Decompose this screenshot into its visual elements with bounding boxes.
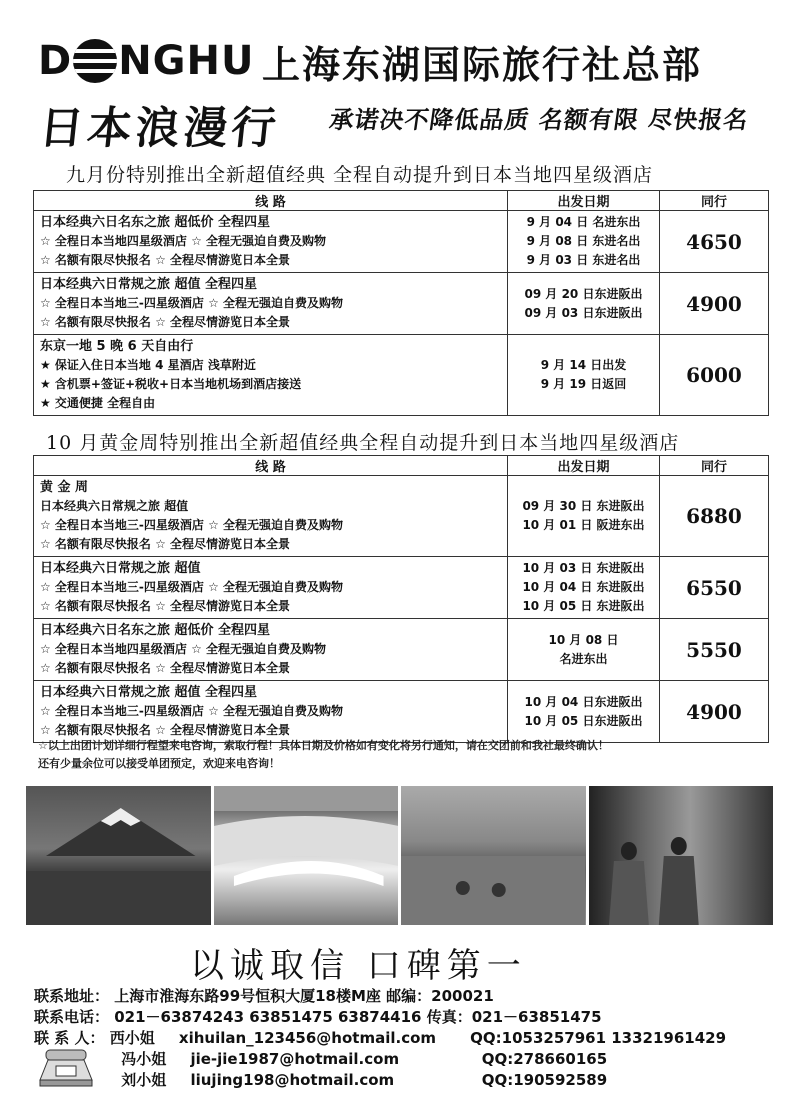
phone-label: 联系电话： — [34, 1008, 110, 1026]
person-qq: QQ:190592589 — [481, 1071, 608, 1089]
price-cell: 6550 — [660, 557, 769, 619]
logo-letters: NGHU — [118, 38, 255, 84]
contact-person — [34, 1069, 607, 1090]
mount-fuji-photo — [26, 786, 211, 925]
date-cell — [508, 557, 660, 619]
date-cell — [508, 476, 660, 557]
contact-person — [34, 1027, 726, 1048]
price-cell: 6880 — [660, 476, 769, 557]
route-feature: ☆ 名额有限尽快报名 ☆ 全程尽情游览日本全景 — [40, 537, 291, 551]
price-cell: 5550 — [660, 619, 769, 681]
kimono-women-photo — [589, 786, 774, 925]
departure-date: 9 月 14 日出发 — [540, 358, 627, 372]
departure-date: 10 月 01 日 阪进东出 — [522, 518, 645, 532]
route-title: 日本经典六日名东之旅 超低价 全程四星 — [40, 215, 271, 230]
person-name: 西小姐 — [109, 1029, 155, 1047]
contact-phone — [34, 1006, 602, 1027]
col-price: 同行 — [660, 456, 769, 476]
table-row — [34, 476, 769, 557]
col-price: 同行 — [660, 191, 769, 211]
photo-strip — [26, 786, 773, 925]
route-cell — [34, 273, 508, 335]
price-cell: 6000 — [660, 335, 769, 416]
address-value: 上海市淮海东路99号恒积大厦18楼M座 邮编：200021 — [114, 987, 494, 1005]
person-qq: QQ:1053257961 13321961429 — [470, 1029, 727, 1047]
contact-address — [34, 985, 494, 1006]
person-email[interactable]: xihuilan_123456@hotmail.com — [178, 1029, 437, 1047]
logo-letter-d: D — [38, 38, 73, 84]
departure-date: 09 月 20 日东进阪出 — [524, 286, 643, 301]
route-cell — [34, 335, 508, 416]
departure-date: 9 月 03 日 东进名出 — [526, 253, 641, 267]
globe-icon — [73, 39, 117, 83]
flower-field-photo — [214, 786, 399, 925]
table-row — [34, 211, 769, 273]
section2-heading: 10 月黄金周特别推出全新超值经典全程自动提升到日本当地四星级酒店 — [46, 432, 680, 454]
route-feature: ☆ 全程日本当地三-四星级酒店 ☆ 全程无强迫自费及购物 — [40, 296, 344, 310]
col-route: 线 路 — [34, 456, 508, 476]
table-row — [34, 619, 769, 681]
phone-value: 021－63874243 63851475 63874416 传真：021－63851475 — [114, 1008, 602, 1026]
footnote — [38, 737, 609, 773]
col-date: 出发日期 — [508, 456, 660, 476]
route-feature: 日本经典六日常规之旅 超值 — [40, 499, 189, 513]
route-title: 黄 金 周 — [40, 480, 89, 495]
col-date: 出发日期 — [508, 191, 660, 211]
address-label: 联系地址： — [34, 987, 110, 1005]
col-route: 线 路 — [34, 191, 508, 211]
route-title: 日本经典六日常规之旅 超值 — [40, 561, 201, 576]
departure-date: 10 月 05 日 东进阪出 — [522, 599, 645, 613]
departure-date: 9 月 04 日 名进东出 — [526, 215, 641, 229]
slogan: 承诺决不降低品质 名额有限 尽快报名 — [327, 106, 751, 134]
route-feature: ☆ 全程日本当地三-四星级酒店 ☆ 全程无强迫自费及购物 — [40, 704, 344, 718]
price-cell: 4900 — [660, 273, 769, 335]
price-cell: 4650 — [660, 211, 769, 273]
route-cell — [34, 476, 508, 557]
date-cell — [508, 211, 660, 273]
departure-date: 10 月 05 日东进阪出 — [524, 713, 643, 728]
october-tour-table — [33, 455, 769, 743]
person-email[interactable]: liujing198@hotmail.com — [190, 1071, 395, 1089]
table-row — [34, 557, 769, 619]
contact-person — [34, 1048, 607, 1069]
route-title: 东京一地 5 晚 6 天自由行 — [40, 339, 194, 354]
brand-title: 上海东湖国际旅行社总部 — [262, 42, 703, 87]
person-email[interactable]: jie-jie1987@hotmail.com — [190, 1050, 400, 1068]
person-name: 刘小姐 — [121, 1071, 167, 1089]
departure-date: 10 月 04 日 东进阪出 — [522, 580, 645, 594]
departure-date: 10 月 08 日 — [548, 632, 619, 647]
price-cell: 4900 — [660, 681, 769, 743]
route-title: 日本经典六日常规之旅 超值 全程四星 — [40, 277, 258, 292]
route-cell — [34, 557, 508, 619]
departure-date: 09 月 30 日 东进阪出 — [522, 499, 645, 513]
note-line: ☆以上出团计划详细行程望来电咨询，索取行程！具体日期及价格如有变化将另行通知，请在交团前和我社最终确认！ — [38, 739, 609, 752]
departure-date: 名进东出 — [559, 651, 608, 666]
route-feature: ☆ 名额有限尽快报名 ☆ 全程尽情游览日本全景 — [40, 253, 291, 267]
table-row — [34, 273, 769, 335]
section1-heading: 九月份特别推出全新超值经典 全程自动提升到日本当地四星级酒店 — [66, 164, 654, 186]
page-title: 日本浪漫行 — [36, 103, 283, 154]
departure-date: 09 月 03 日东进阪出 — [524, 305, 643, 320]
person-label: 联 系 人： — [34, 1029, 105, 1047]
date-cell — [508, 273, 660, 335]
route-cell — [34, 681, 508, 743]
person-name: 冯小姐 — [121, 1050, 167, 1068]
date-cell — [508, 619, 660, 681]
person-qq: QQ:278660165 — [481, 1050, 608, 1068]
company-logo — [38, 38, 254, 84]
date-cell — [508, 335, 660, 416]
route-feature: ★ 保证入住日本当地 4 星酒店 浅草附近 — [40, 358, 256, 372]
table-row — [34, 335, 769, 416]
departure-date: 9 月 08 日 东进名出 — [526, 234, 641, 248]
hot-spring-photo — [401, 786, 586, 925]
route-title: 日本经典六日名东之旅 超低价 全程四星 — [40, 623, 271, 638]
route-feature: ☆ 全程日本当地三-四星级酒店 ☆ 全程无强迫自费及购物 — [40, 580, 344, 594]
route-feature: ☆ 全程日本当地四星级酒店 ☆ 全程无强迫自费及购物 — [40, 642, 327, 656]
route-feature: ☆ 名额有限尽快报名 ☆ 全程尽情游览日本全景 — [40, 723, 291, 737]
departure-date: 9 月 19 日返回 — [540, 377, 627, 391]
route-feature: ☆ 全程日本当地三-四星级酒店 ☆ 全程无强迫自费及购物 — [40, 518, 344, 532]
september-tour-table — [33, 190, 769, 416]
route-feature: ☆ 全程日本当地四星级酒店 ☆ 全程无强迫自费及购物 — [40, 234, 327, 248]
route-feature: ☆ 名额有限尽快报名 ☆ 全程尽情游览日本全景 — [40, 315, 291, 329]
table-row — [34, 681, 769, 743]
route-feature: ☆ 名额有限尽快报名 ☆ 全程尽情游览日本全景 — [40, 599, 291, 613]
note-line: 还有少量余位可以接受单团预定，欢迎来电咨询！ — [38, 757, 280, 770]
date-cell — [508, 681, 660, 743]
motto: 以诚取信 口碑第一 — [190, 946, 527, 986]
telephone-icon — [36, 1046, 96, 1088]
departure-date: 10 月 03 日 东进阪出 — [522, 561, 645, 575]
route-cell — [34, 619, 508, 681]
route-feature: ★ 含机票+签证+税收+日本当地机场到酒店接送 — [40, 377, 302, 391]
route-title: 日本经典六日常规之旅 超值 全程四星 — [40, 685, 258, 700]
route-feature: ★ 交通便捷 全程自由 — [40, 396, 156, 410]
departure-date: 10 月 04 日东进阪出 — [524, 694, 643, 709]
route-feature: ☆ 名额有限尽快报名 ☆ 全程尽情游览日本全景 — [40, 661, 291, 675]
route-cell — [34, 211, 508, 273]
